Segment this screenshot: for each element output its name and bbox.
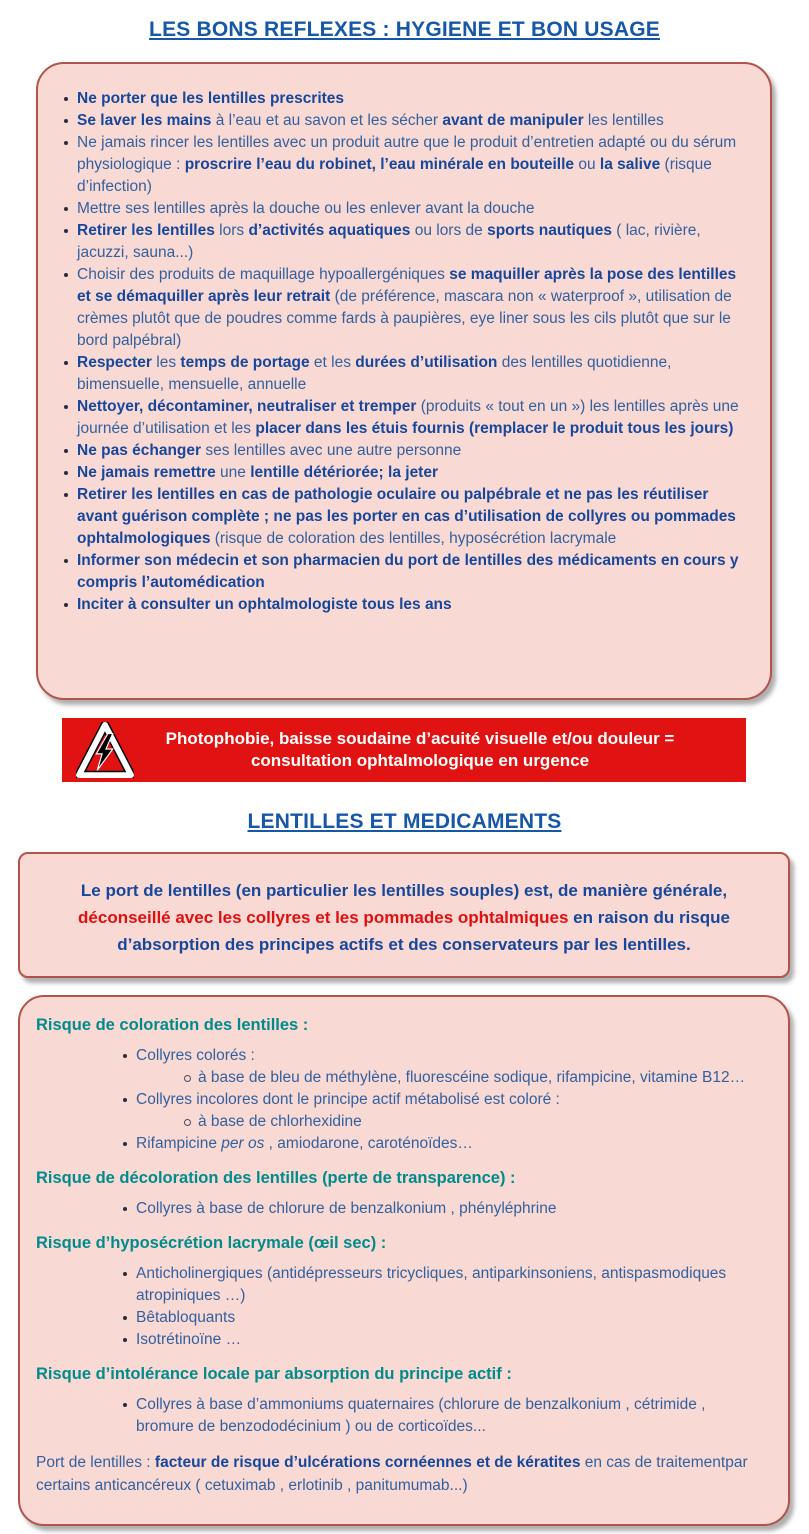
risk-heading-intolerance: Risque d’intolérance locale par absorption du principe actif :	[36, 1365, 512, 1383]
risk-subitem: à base de chlorhexidine	[180, 1111, 766, 1133]
risk-footer-note: Port de lentilles : facteur de risque d’ulcérations cornéennes et de kératites en cas de traitementpar certains anticancéreux ( cetuximab , erlotinib , panitumumab...)	[36, 1454, 748, 1494]
warning-banner	[62, 718, 746, 782]
risk-item: Collyres colorés :	[118, 1045, 766, 1067]
hygiene-list	[38, 64, 770, 616]
risk-item: Rifampicine per os , amiodarone, caroténoïdes…	[118, 1133, 766, 1155]
risk-heading-decoloration: Risque de décoloration des lentilles (perte de transparence) :	[36, 1169, 516, 1187]
risk-item: Anticholinergiques (antidépresseurs tricycliques, antiparkinsoniens, antispasmodiques atropiniques …)	[118, 1263, 766, 1307]
high-voltage-warning-icon	[76, 722, 134, 778]
warning-line-2: consultation ophtalmologique en urgence	[250, 751, 590, 770]
section-title-medicaments: LENTILLES ET MEDICAMENTS	[247, 810, 562, 833]
section-title-hygiene: LES BONS REFLEXES : HYGIENE ET BON USAGE	[149, 18, 660, 41]
hygiene-item: Mettre ses lentilles après la douche ou les enlever avant la douche	[57, 198, 744, 220]
hygiene-item: Nettoyer, décontaminer, neutraliser et tremper (produits « tout en un ») les lentilles après une journée d’utilisation et les placer dans les étuis fournis (remplacer le produit tous les jours)	[57, 396, 744, 440]
warning-text	[134, 728, 746, 772]
hygiene-box	[36, 62, 772, 700]
advice-text: Le port de lentilles (en particulier les lentilles souples) est, de manière générale, déconseillé avec les collyres et les pommades ophtalmiques en raison du risque d’absorption des principes actifs et des conservateurs par les lentilles.	[78, 881, 730, 954]
warning-line-1: Photophobie, baisse soudaine d’acuité visuelle et/ou douleur =	[165, 729, 675, 748]
risks-box	[18, 995, 790, 1526]
hygiene-item: Ne pas échanger ses lentilles avec une autre personne	[57, 440, 744, 462]
risk-list-intolerance	[36, 1394, 766, 1438]
risk-heading-hyposecretion: Risque d’hyposécrétion lacrymale (œil sec) :	[36, 1234, 387, 1252]
risk-item: Isotrétinoïne …	[118, 1329, 766, 1351]
risk-heading-coloration: Risque de coloration des lentilles :	[36, 1016, 309, 1034]
risk-list-hyposecretion	[36, 1263, 766, 1351]
hygiene-item: Inciter à consulter un ophtalmologiste tous les ans	[57, 594, 744, 616]
hygiene-item: Retirer les lentilles lors d’activités aquatiques ou lors de sports nautiques ( lac, rivière, jacuzzi, sauna...)	[57, 220, 744, 264]
hygiene-item: Se laver les mains à l’eau et au savon et les sécher avant de manipuler les lentilles	[57, 110, 744, 132]
risk-item: Collyres incolores dont le principe actif métabolisé est coloré :	[118, 1089, 766, 1111]
risks-content	[20, 997, 788, 1497]
hygiene-item: Ne jamais rincer les lentilles avec un produit autre que le produit d’entretien adapté ou du sérum physiologique : proscrire l’eau du robinet, l’eau minérale en bouteille ou la salive (risque d’infection)	[57, 132, 744, 198]
risk-list-coloration	[36, 1045, 766, 1155]
hygiene-item: Informer son médecin et son pharmacien du port de lentilles des médicaments en cours y compris l’automédication	[57, 550, 744, 594]
hygiene-item: Choisir des produits de maquillage hypoallergéniques se maquiller après la pose des lentilles et se démaquiller après leur retrait (de préférence, mascara non « waterproof », utilisation de crèmes plutôt que de poudres comme fards à paupières, eye liner sous les cils plutôt que sur le bord palpébral)	[57, 264, 744, 352]
hygiene-item: Ne porter que les lentilles prescrites	[57, 88, 744, 110]
risk-list-decoloration	[36, 1198, 766, 1220]
hygiene-item: Respecter les temps de portage et les durées d’utilisation des lentilles quotidienne, bimensuelle, mensuelle, annuelle	[57, 352, 744, 396]
risk-subitem: à base de bleu de méthylène, fluorescéine sodique, rifampicine, vitamine B12…	[180, 1067, 766, 1089]
risk-item: Collyres à base d’ammoniums quaternaires (chlorure de benzalkonium , cétrimide , bromure de benzododécinium ) ou de corticoïdes...	[118, 1394, 766, 1438]
risk-item: Bêtabloquants	[118, 1307, 766, 1329]
risk-item: Collyres à base de chlorure de benzalkonium , phényléphrine	[118, 1198, 766, 1220]
advice-box	[18, 852, 790, 978]
hygiene-item: Retirer les lentilles en cas de pathologie oculaire ou palpébrale et ne pas les réutiliser avant guérison complète ; ne pas les porter en cas d’utilisation de collyres ou pommades ophtalmologiques (risque de coloration des lentilles, hyposécrétion lacrymale	[57, 484, 744, 550]
hygiene-item: Ne jamais remettre une lentille détériorée; la jeter	[57, 462, 744, 484]
